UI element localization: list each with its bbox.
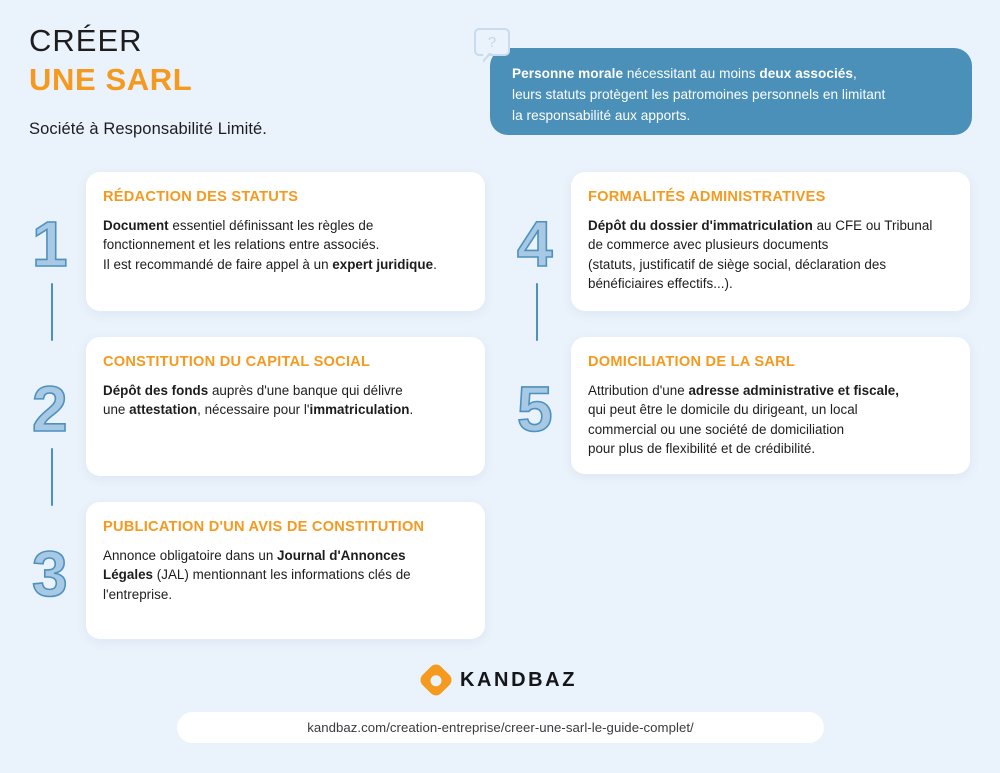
connector-1-2	[51, 283, 53, 341]
step-body-2: Dépôt des fonds auprès d'une banque qui délivre une attestation, nécessaire pour l'immatriculation.	[103, 382, 414, 418]
definition-callout-text: Personne morale nécessitant au moins deux associés, leurs statuts protègent les patromoines personnels en limitant la responsabilité aux apports.	[512, 66, 886, 123]
step-card-1	[86, 172, 485, 311]
step-number-3: 3	[32, 538, 67, 610]
header	[29, 24, 459, 139]
brand-name: KANDBAZ	[459, 668, 578, 691]
step-body-4: Dépôt du dossier d'immatriculation au CFE ou Tribunal de commerce avec plusieurs documents (statuts, justificatif de siège social, déclaration des bénéficiaires effectifs...).	[588, 217, 933, 292]
step-card-3	[86, 502, 485, 639]
question-mark-glyph: ?	[487, 34, 497, 51]
brand-logo	[0, 667, 1000, 693]
step-number-1: 1	[32, 208, 67, 280]
speech-bubble-tail-inner	[483, 53, 489, 60]
step-body-3: Annonce obligatoire dans un Journal d'Annonces Légales (JAL) mentionnant les informations clés de l'entreprise.	[103, 547, 411, 602]
step-title-4: FORMALITÉS ADMINISTRATIVES	[588, 189, 826, 205]
logo-inner-circle	[430, 675, 441, 686]
kandbaz-diamond-logo-icon	[418, 662, 455, 699]
page-subtitle: Société à Responsabilité Limité.	[29, 120, 267, 139]
connector-4-5	[536, 283, 538, 341]
step-body-5: Attribution d'une adresse administrative et fiscale, qui peut être le domicile du dirigeant, un local commercial ou une société de domiciliation pour plus de flexibilité et de crédibilité.	[588, 382, 900, 457]
step-number-4: 4	[517, 208, 552, 280]
step-title-5: DOMICILIATION DE LA SARL	[588, 354, 796, 370]
definition-callout	[490, 48, 972, 135]
connector-2-3	[51, 448, 53, 506]
step-card-2	[86, 337, 485, 476]
page-title-line-1: CRÉER	[29, 23, 143, 58]
step-body-1: Document essentiel définissant les règles de fonctionnement et les relations entre associés. Il est recommandé de faire appel à un expert juridique.	[103, 217, 437, 272]
step-card-5	[571, 337, 970, 474]
step-number-5: 5	[517, 373, 552, 445]
step-title-1: RÉDACTION DES STATUTS	[103, 189, 299, 205]
step-title-2: CONSTITUTION DU CAPITAL SOCIAL	[103, 354, 371, 370]
step-number-2: 2	[32, 373, 67, 445]
question-speech-bubble-icon	[474, 28, 510, 56]
url-bar[interactable]	[177, 712, 824, 743]
page-title-line-2: UNE SARL	[29, 61, 193, 97]
url-text: kandbaz.com/creation-entreprise/creer-une-sarl-le-guide-complet/	[307, 720, 694, 735]
step-card-4	[571, 172, 970, 311]
step-title-3: PUBLICATION D'UN AVIS DE CONSTITUTION	[103, 519, 425, 535]
